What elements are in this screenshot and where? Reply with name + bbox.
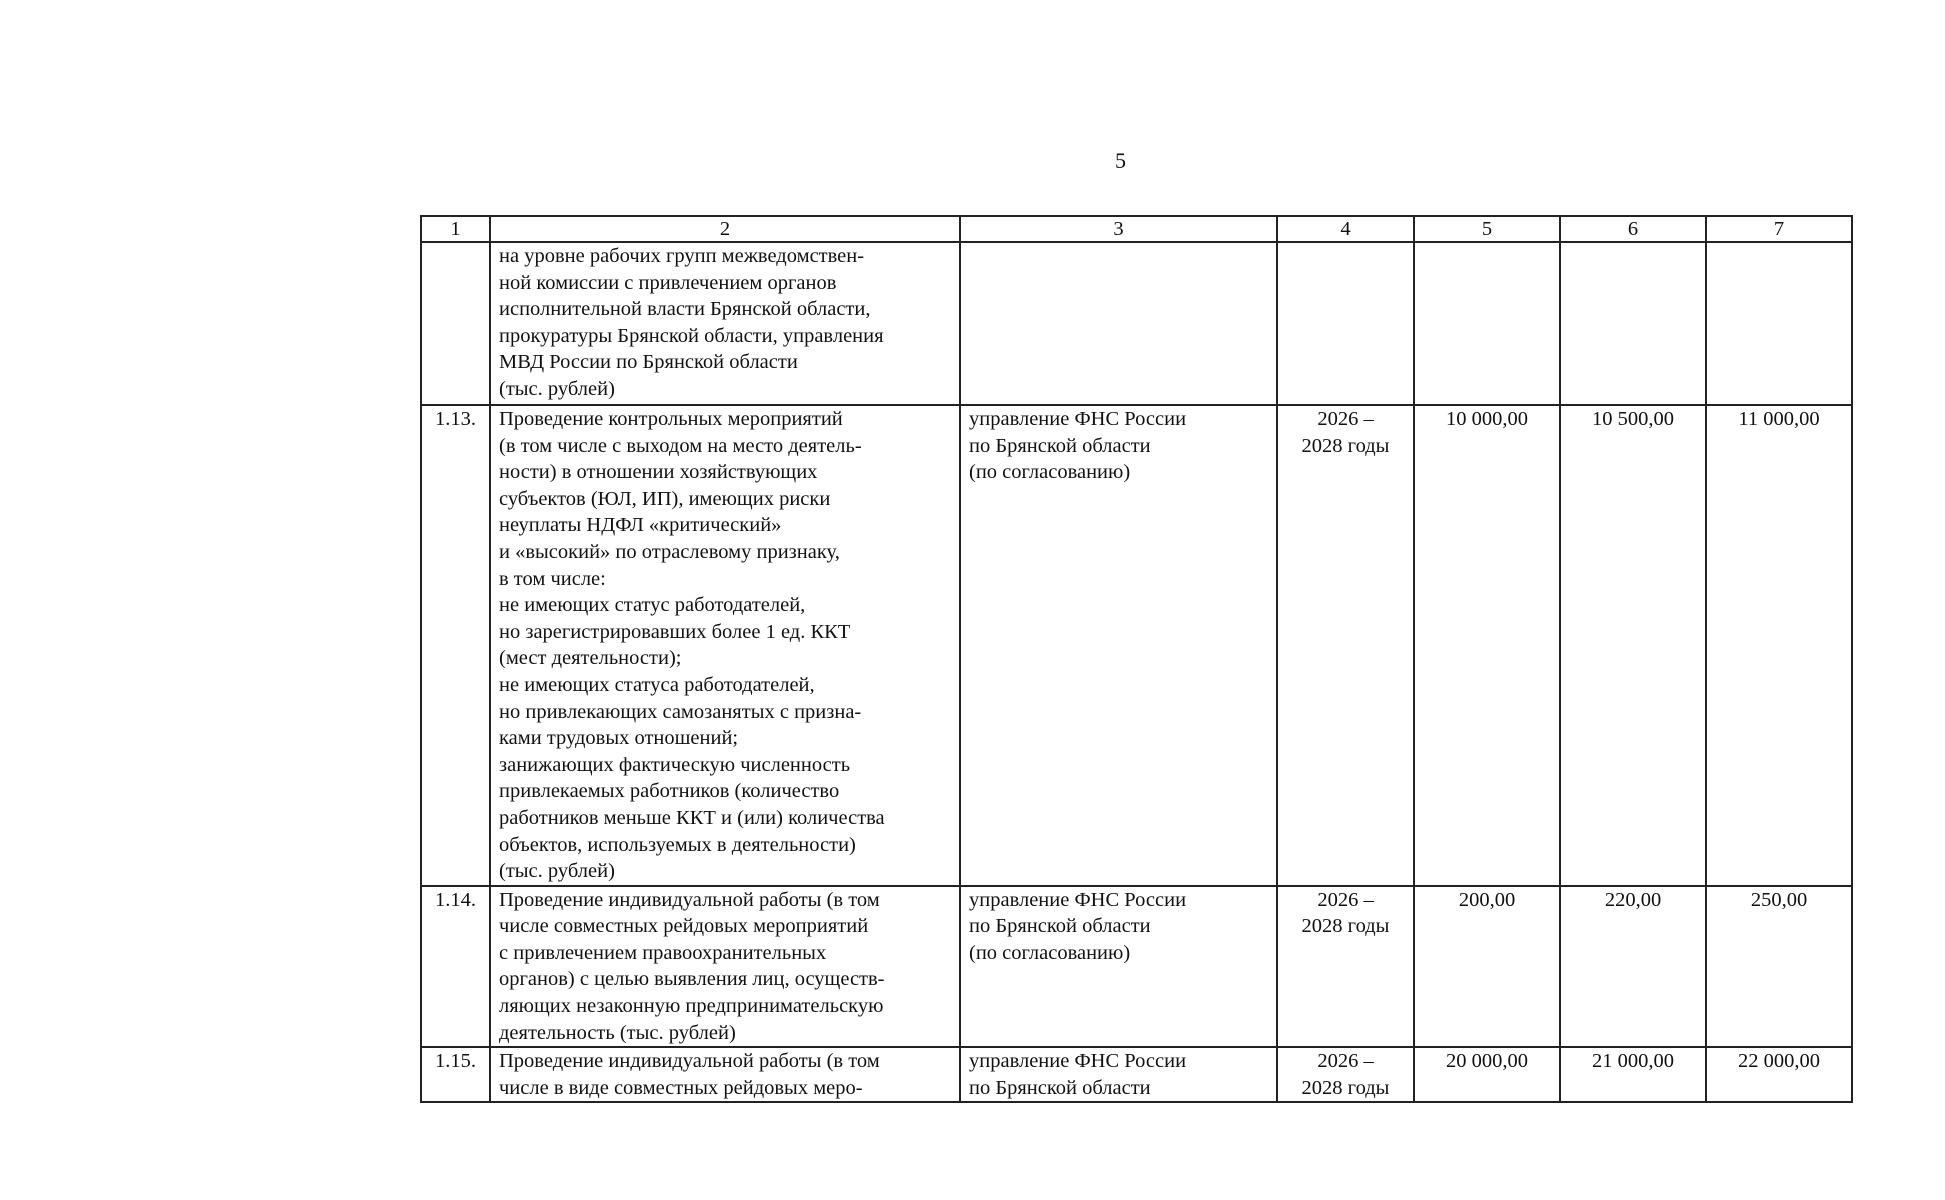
row-value-6: 21 000,00 [1560,1047,1706,1102]
table-header-row [421,216,1852,242]
row-executor: управление ФНС России по Брянской области [960,1047,1277,1102]
column-header-7: 7 [1706,216,1852,242]
row-number: 1.13. [421,405,490,886]
measures-table [420,215,1853,1103]
row-value-5: 20 000,00 [1414,1047,1560,1102]
row-value-6: 10 500,00 [1560,405,1706,886]
table-row [421,405,1852,886]
column-header-1: 1 [421,216,490,242]
page-number: 5 [1115,148,1126,173]
row-description: на уровне рабочих групп межведомствен- ной комиссии с привлечением органов исполнительной власти Брянской области, прокуратуры Брянской области, управления МВД России по Брянской области (тыс. рублей) [490,242,960,405]
row-years: 2026 – 2028 годы [1277,886,1414,1048]
column-header-6: 6 [1560,216,1706,242]
row-number: 1.14. [421,886,490,1048]
row-value-5: 10 000,00 [1414,405,1560,886]
row-value-7: 250,00 [1706,886,1852,1048]
column-header-2: 2 [490,216,960,242]
row-value-6: 220,00 [1560,886,1706,1048]
row-value-7 [1706,242,1852,405]
row-years: 2026 – 2028 годы [1277,1047,1414,1102]
row-executor [960,242,1277,405]
row-value-5: 200,00 [1414,886,1560,1048]
row-value-7: 11 000,00 [1706,405,1852,886]
row-number: 1.15. [421,1047,490,1102]
row-description: Проведение контрольных мероприятий (в том числе с выходом на место деятель- ности) в отношении хозяйствующих субъектов (ЮЛ, ИП), имеющих риски неуплаты НДФЛ «критический» и «высокий» по отраслевому признаку, в том числе: не имеющих статус работодателей, но зарегистрировавших более 1 ед. ККТ (мест деятельности); не имеющих статуса работодателей, но привлекающих самозанятых с призна- ками трудовых отношений; занижающих фактическую численность привлекаемых работников (количество работников меньше ККТ и (или) количества объектов, используемых в деятельности) (тыс. рублей) [490,405,960,886]
row-years [1277,242,1414,405]
row-description: Проведение индивидуальной работы (в том числе в виде совместных рейдовых меро- [490,1047,960,1102]
row-executor: управление ФНС России по Брянской области (по согласованию) [960,405,1277,886]
table-row [421,886,1852,1048]
row-description: Проведение индивидуальной работы (в том числе совместных рейдовых мероприятий с привлечением правоохранительных органов) с целью выявления лиц, осуществ- ляющих незаконную предпринимательскую деятельность (тыс. рублей) [490,886,960,1048]
table-row [421,1047,1852,1102]
column-header-5: 5 [1414,216,1560,242]
table-row [421,242,1852,405]
row-value-6 [1560,242,1706,405]
row-value-5 [1414,242,1560,405]
row-executor: управление ФНС России по Брянской области (по согласованию) [960,886,1277,1048]
row-value-7: 22 000,00 [1706,1047,1852,1102]
column-header-4: 4 [1277,216,1414,242]
column-header-3: 3 [960,216,1277,242]
row-years: 2026 – 2028 годы [1277,405,1414,886]
row-number [421,242,490,405]
